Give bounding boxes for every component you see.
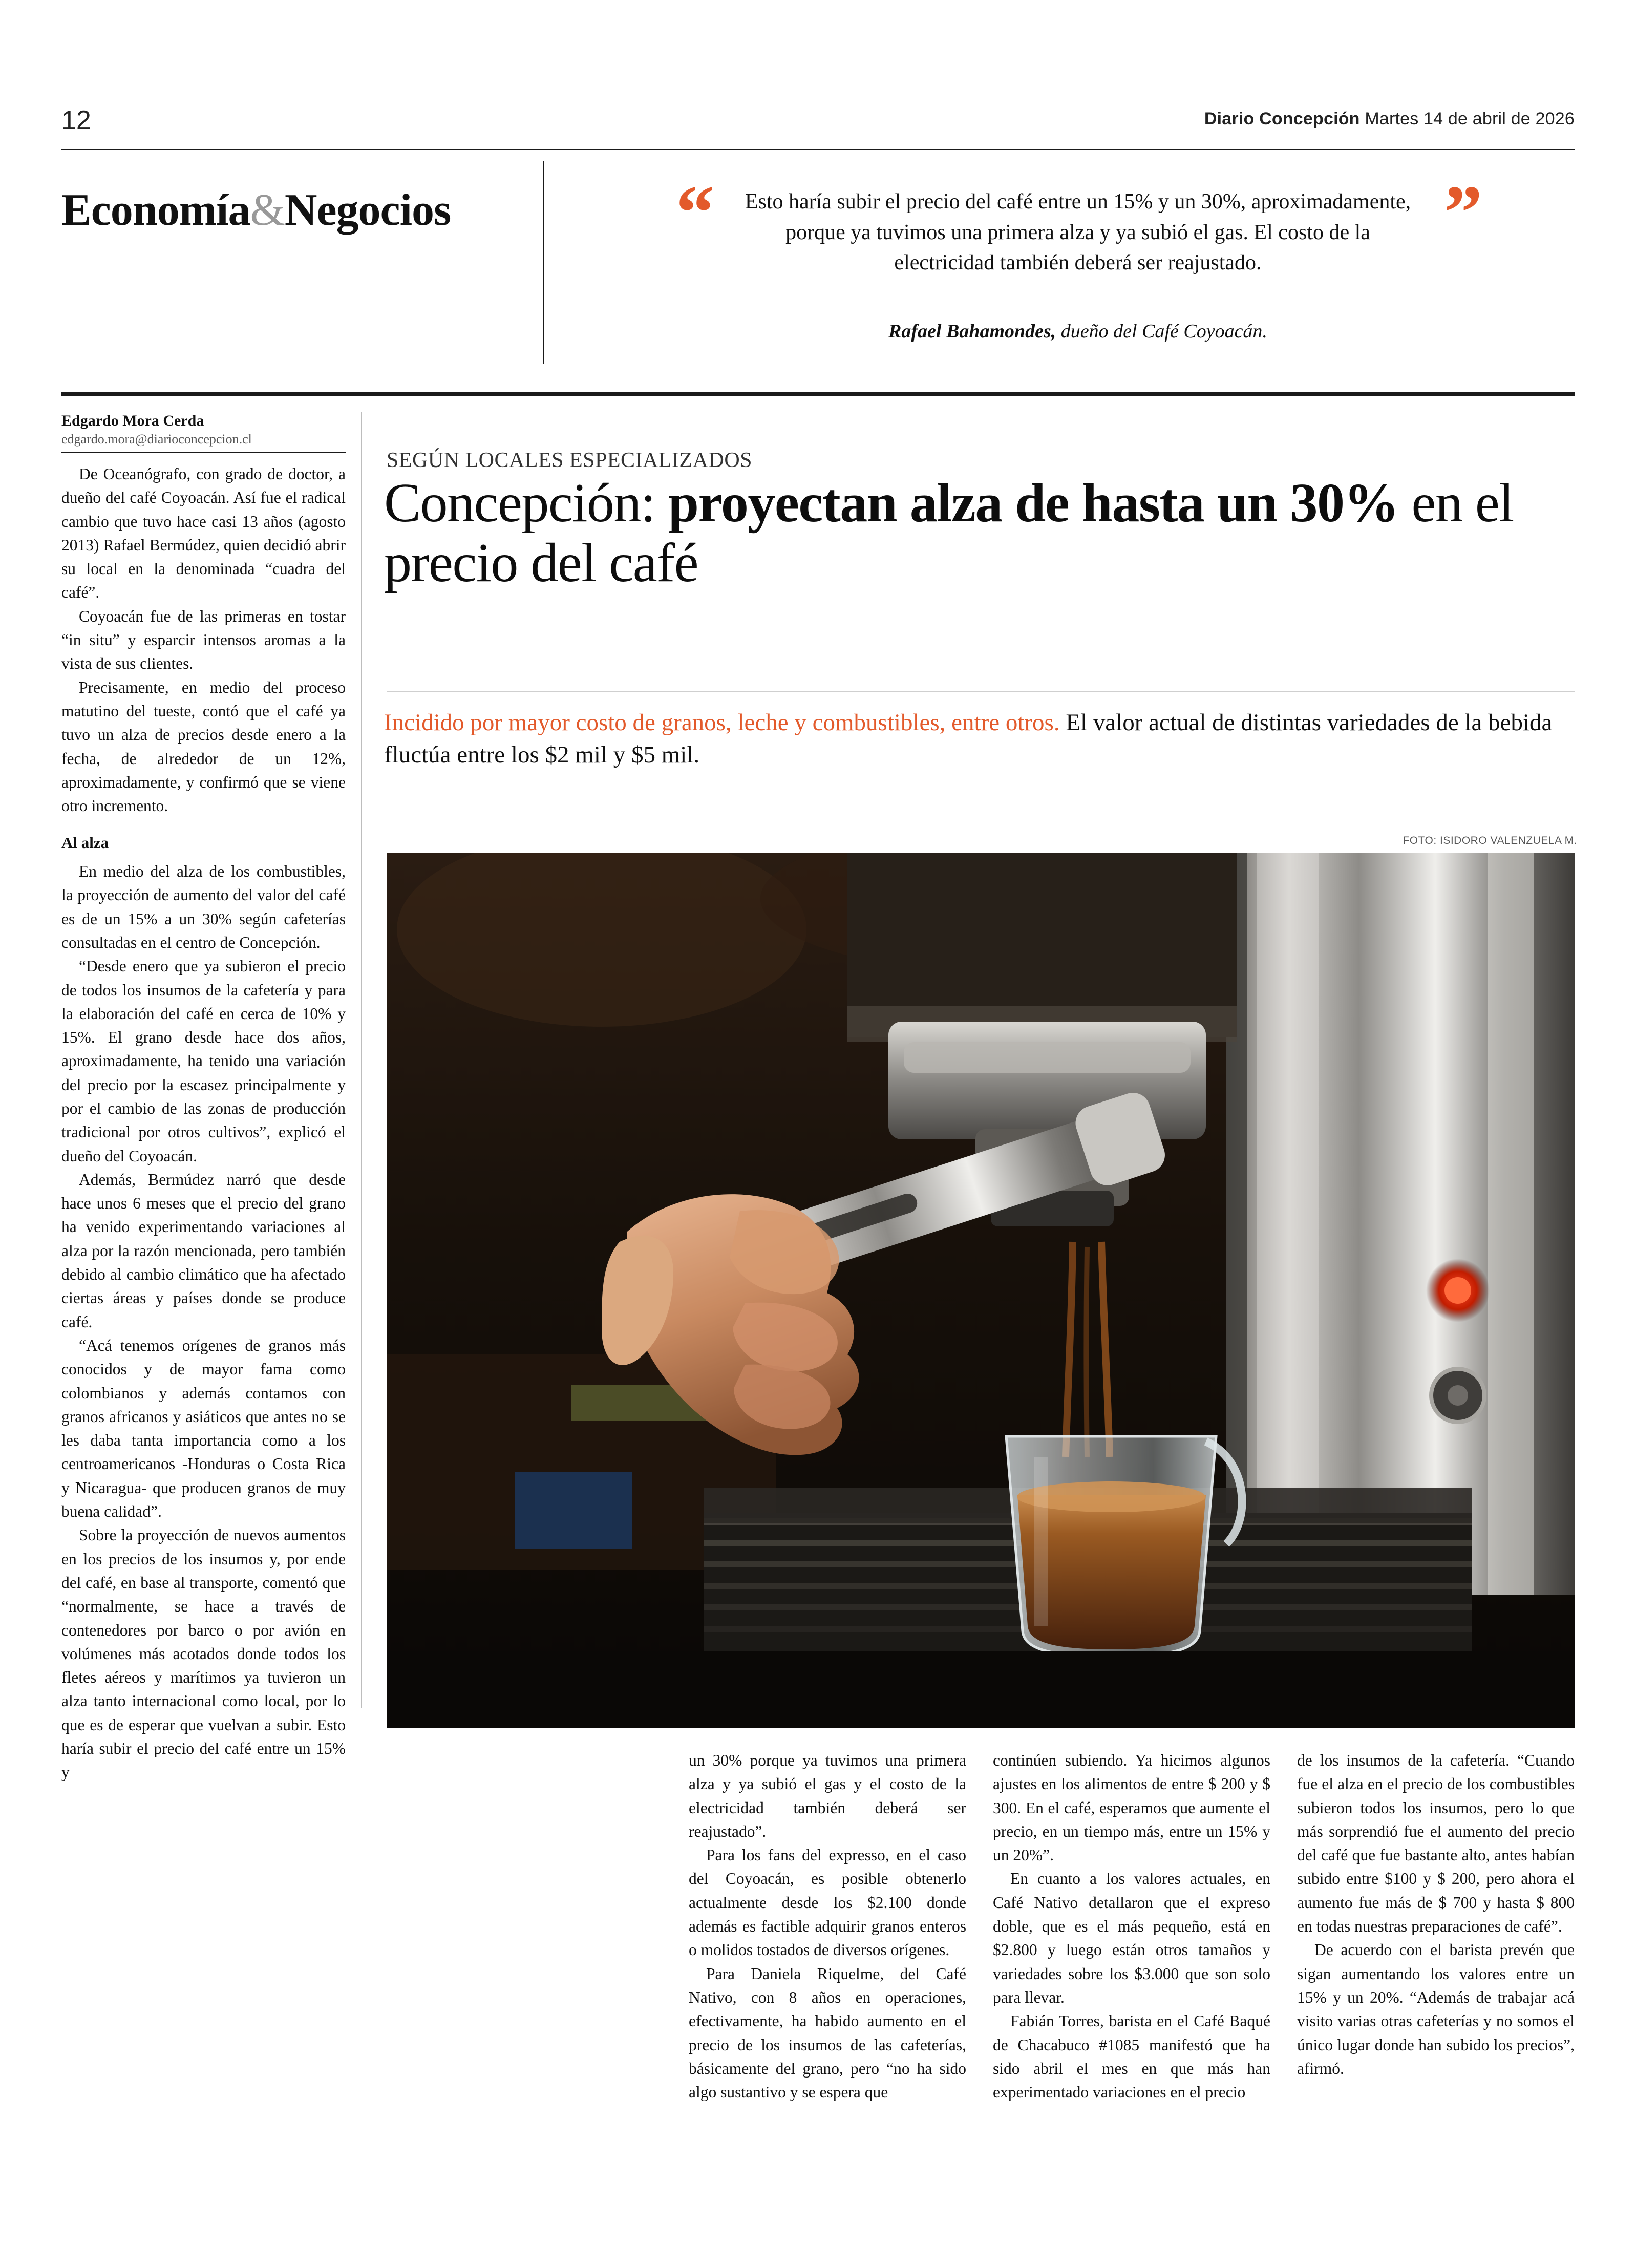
page-number: 12	[61, 105, 91, 135]
rail-paragraph: Precisamente, en medio del proceso matutino del tueste, contó que el café ya tuvo un alza de precios desde enero a la fecha, de alrededor de un 12%, aproximadamente, y confirmó que se viene otro incremento.	[61, 678, 346, 815]
left-rail	[61, 412, 346, 1785]
pull-quote-text: Esto haría subir el precio del café entre un 15% y un 30%, aproximadamente, porque ya tuvimos una primera alza y ya subió el gas. El costo de la electricidad también deberá ser reajustado.	[745, 190, 1411, 275]
rail-paragraph: En medio del alza de los combustibles, la proyección de aumento del valor del café es de un 15% a un 30% según cafeterías consultadas en el centro de Concepción.	[61, 862, 346, 951]
quote-close-icon: ”	[1444, 170, 1482, 255]
column-paragraph: un 30% porque ya tuvimos una primera alza y ya subió el gas y el costo de la electricidad también deberá ser reajustado”.	[689, 1751, 966, 1840]
section-title	[61, 184, 451, 236]
headline-rule	[387, 691, 1575, 692]
column-paragraph: continúen subiendo. Ya hicimos algunos ajustes en los alimentos de entre $ 200 y $ 300. En el café, esperamos que aumente el precio, en un tiempo más, entre un 15% y un 20%”.	[993, 1751, 1270, 1864]
page-sheet	[49, 54, 1587, 2220]
column-paragraph: Para los fans del expresso, en el caso del Coyoacán, es posible obtenerlo actualmente desde los $2.100 donde además es factible adquirir granos enteros o molidos tostados de diversos orígenes.	[689, 1846, 966, 1959]
section-divider	[543, 161, 544, 364]
section-title-main: Economía	[61, 185, 250, 235]
byline-author: Edgardo Mora Cerda	[61, 412, 204, 429]
headline-part-3: en el precio del café	[384, 473, 1514, 594]
article-kicker: SEGÚN LOCALES ESPECIALIZADOS	[387, 449, 753, 472]
article-photo	[387, 853, 1575, 1728]
column-paragraph: Para Daniela Riquelme, del Café Nativo, con 8 años en operaciones, efectivamente, ha habido aumento en el precio de los insumos de las cafeterías, básicamente del grano, pero “no ha sido algo sustantivo y se espera que	[689, 1964, 966, 2102]
column-paragraph: En cuanto a los valores actuales, en Café Nativo detallaron que el expreso doble, que es el más pequeño, está en $2.800 y luego están otros tamaños y variedades sobre los $3.000 que son solo para llevar.	[993, 1870, 1270, 2006]
section-header	[61, 156, 1575, 381]
headline-part-2: proyectan alza de hasta un 30%	[668, 473, 1398, 534]
rail-body	[61, 462, 346, 1785]
photo-credit: FOTO: ISIDORO VALENZUELA M.	[1403, 835, 1577, 846]
column-paragraph: Fabián Torres, barista en el Café Baqué de Chacabuco #1085 manifestó que ha sido abril el mes en que más han experimentado variaciones en el precio	[993, 2012, 1270, 2102]
article-column-3	[1297, 1749, 1575, 2104]
rail-paragraph: “Acá tenemos orígenes de granos más conocidos y de mayor fama como colombianos y además contamos con granos africanos y asiáticos que antes no se les daba tanta importancia como a los centroamericanos -Honduras o Costa Rica y Nicaragua- que producen granos de muy buena calidad”.	[61, 1336, 346, 1521]
deck-rest: El valor actual de distintas variedades de la bebida fluctúa entre los $2 mil y $5 mil.	[384, 709, 1553, 769]
rail-paragraph: De Oceanógrafo, con grado de doctor, a dueño del café Coyoacán. Así fue el radical cambio que tuvo hace casi 13 años (agosto 2013) Rafael Bermúdez, quien decidió abrir su local en la denominada “cuadra del café”.	[61, 465, 346, 602]
rail-paragraph: Sobre la proyección de nuevos aumentos en los precios de los insumos y, por ende del café, en base al transporte, comentó que “normalmente, se hace a través de contenedores por barco o por avión en volúmenes más acotados donde todos los fletes aéreos y marítimos ya tuvieron un alza tanto internacional como local, por lo que es de esperar que vuelvan a subir. Esto haría subir el precio del café entre un 15% y	[61, 1526, 346, 1782]
byline-email[interactable]: edgardo.mora@diarioconcepcion.cl	[61, 432, 252, 447]
deck-lead: Incidido por mayor costo de granos, leche y combustibles, entre otros.	[384, 709, 1060, 736]
rail-paragraph: Coyoacán fue de las primeras en tostar “in situ” y esparcir intensos aromas a la vista de sus clientes.	[61, 607, 346, 673]
column-paragraph: De acuerdo con el barista prevén que sigan aumentando los valores entre un 15% y un 20%. “Además de trabajar acá visito varias otras cafeterías y no somos el único lugar donde han subido los precios”, afirmó.	[1297, 1941, 1575, 2078]
article-headline	[384, 474, 1575, 593]
headline-part-1: Concepción:	[384, 473, 668, 534]
article-deck	[384, 707, 1577, 772]
column-paragraph: de los insumos de la cafetería. “Cuando fue el alza en el precio de los combustibles subieron todos los insumos, pero lo que más sorprendió fue el aumento del precio del café que fue bastante alto, antes habían subido entre $100 y $ 200, pero ahora el aumento fue más de $ 700 y hasta $ 800 en todas nuestras preparaciones de café”.	[1297, 1751, 1575, 1936]
masthead-paper-date	[1204, 109, 1575, 129]
pull-quote-role: dueño del Café Coyoacán.	[1056, 321, 1267, 342]
masthead-rule	[61, 149, 1575, 150]
espresso-machine-photo	[387, 853, 1575, 1728]
section-bottom-rule	[61, 392, 1575, 396]
byline-rule	[61, 452, 346, 453]
article-column-1	[689, 1749, 966, 2104]
quote-open-icon: “	[676, 170, 714, 255]
article-column-2	[993, 1749, 1270, 2104]
issue-date: Martes 14 de abril de 2026	[1365, 109, 1575, 129]
pull-quote-author: Rafael Bahamondes,	[888, 321, 1056, 342]
masthead	[61, 90, 1575, 151]
section-title-second: Negocios	[284, 185, 451, 235]
rail-paragraph: Además, Bermúdez narró que desde hace unos 6 meses que el precio del grano ha venido experimentando variaciones al alza por la razón mencionada, pero también debido al cambio climático que ha afectado ciertas áreas y países donde se produce café.	[61, 1170, 346, 1331]
rail-paragraph: “Desde enero que ya subieron el precio de todos los insumos de la cafetería y para la elaboración del café en cerca de 10% y 15%. El grano desde hace dos años, aproximadamente, ha tenido una variación del precio por la escasez principalmente y por el cambio de las zonas de producción tradicional por otros cultivos”, explicó el dueño del Coyoacán.	[61, 957, 346, 1165]
pull-quote-attribution	[737, 320, 1418, 343]
article-columns	[689, 1749, 1575, 2104]
paper-name: Diario Concepción	[1204, 109, 1360, 129]
rail-divider	[361, 412, 362, 1708]
section-title-amp: &	[250, 185, 285, 235]
rail-subhead: Al alza	[61, 834, 109, 852]
